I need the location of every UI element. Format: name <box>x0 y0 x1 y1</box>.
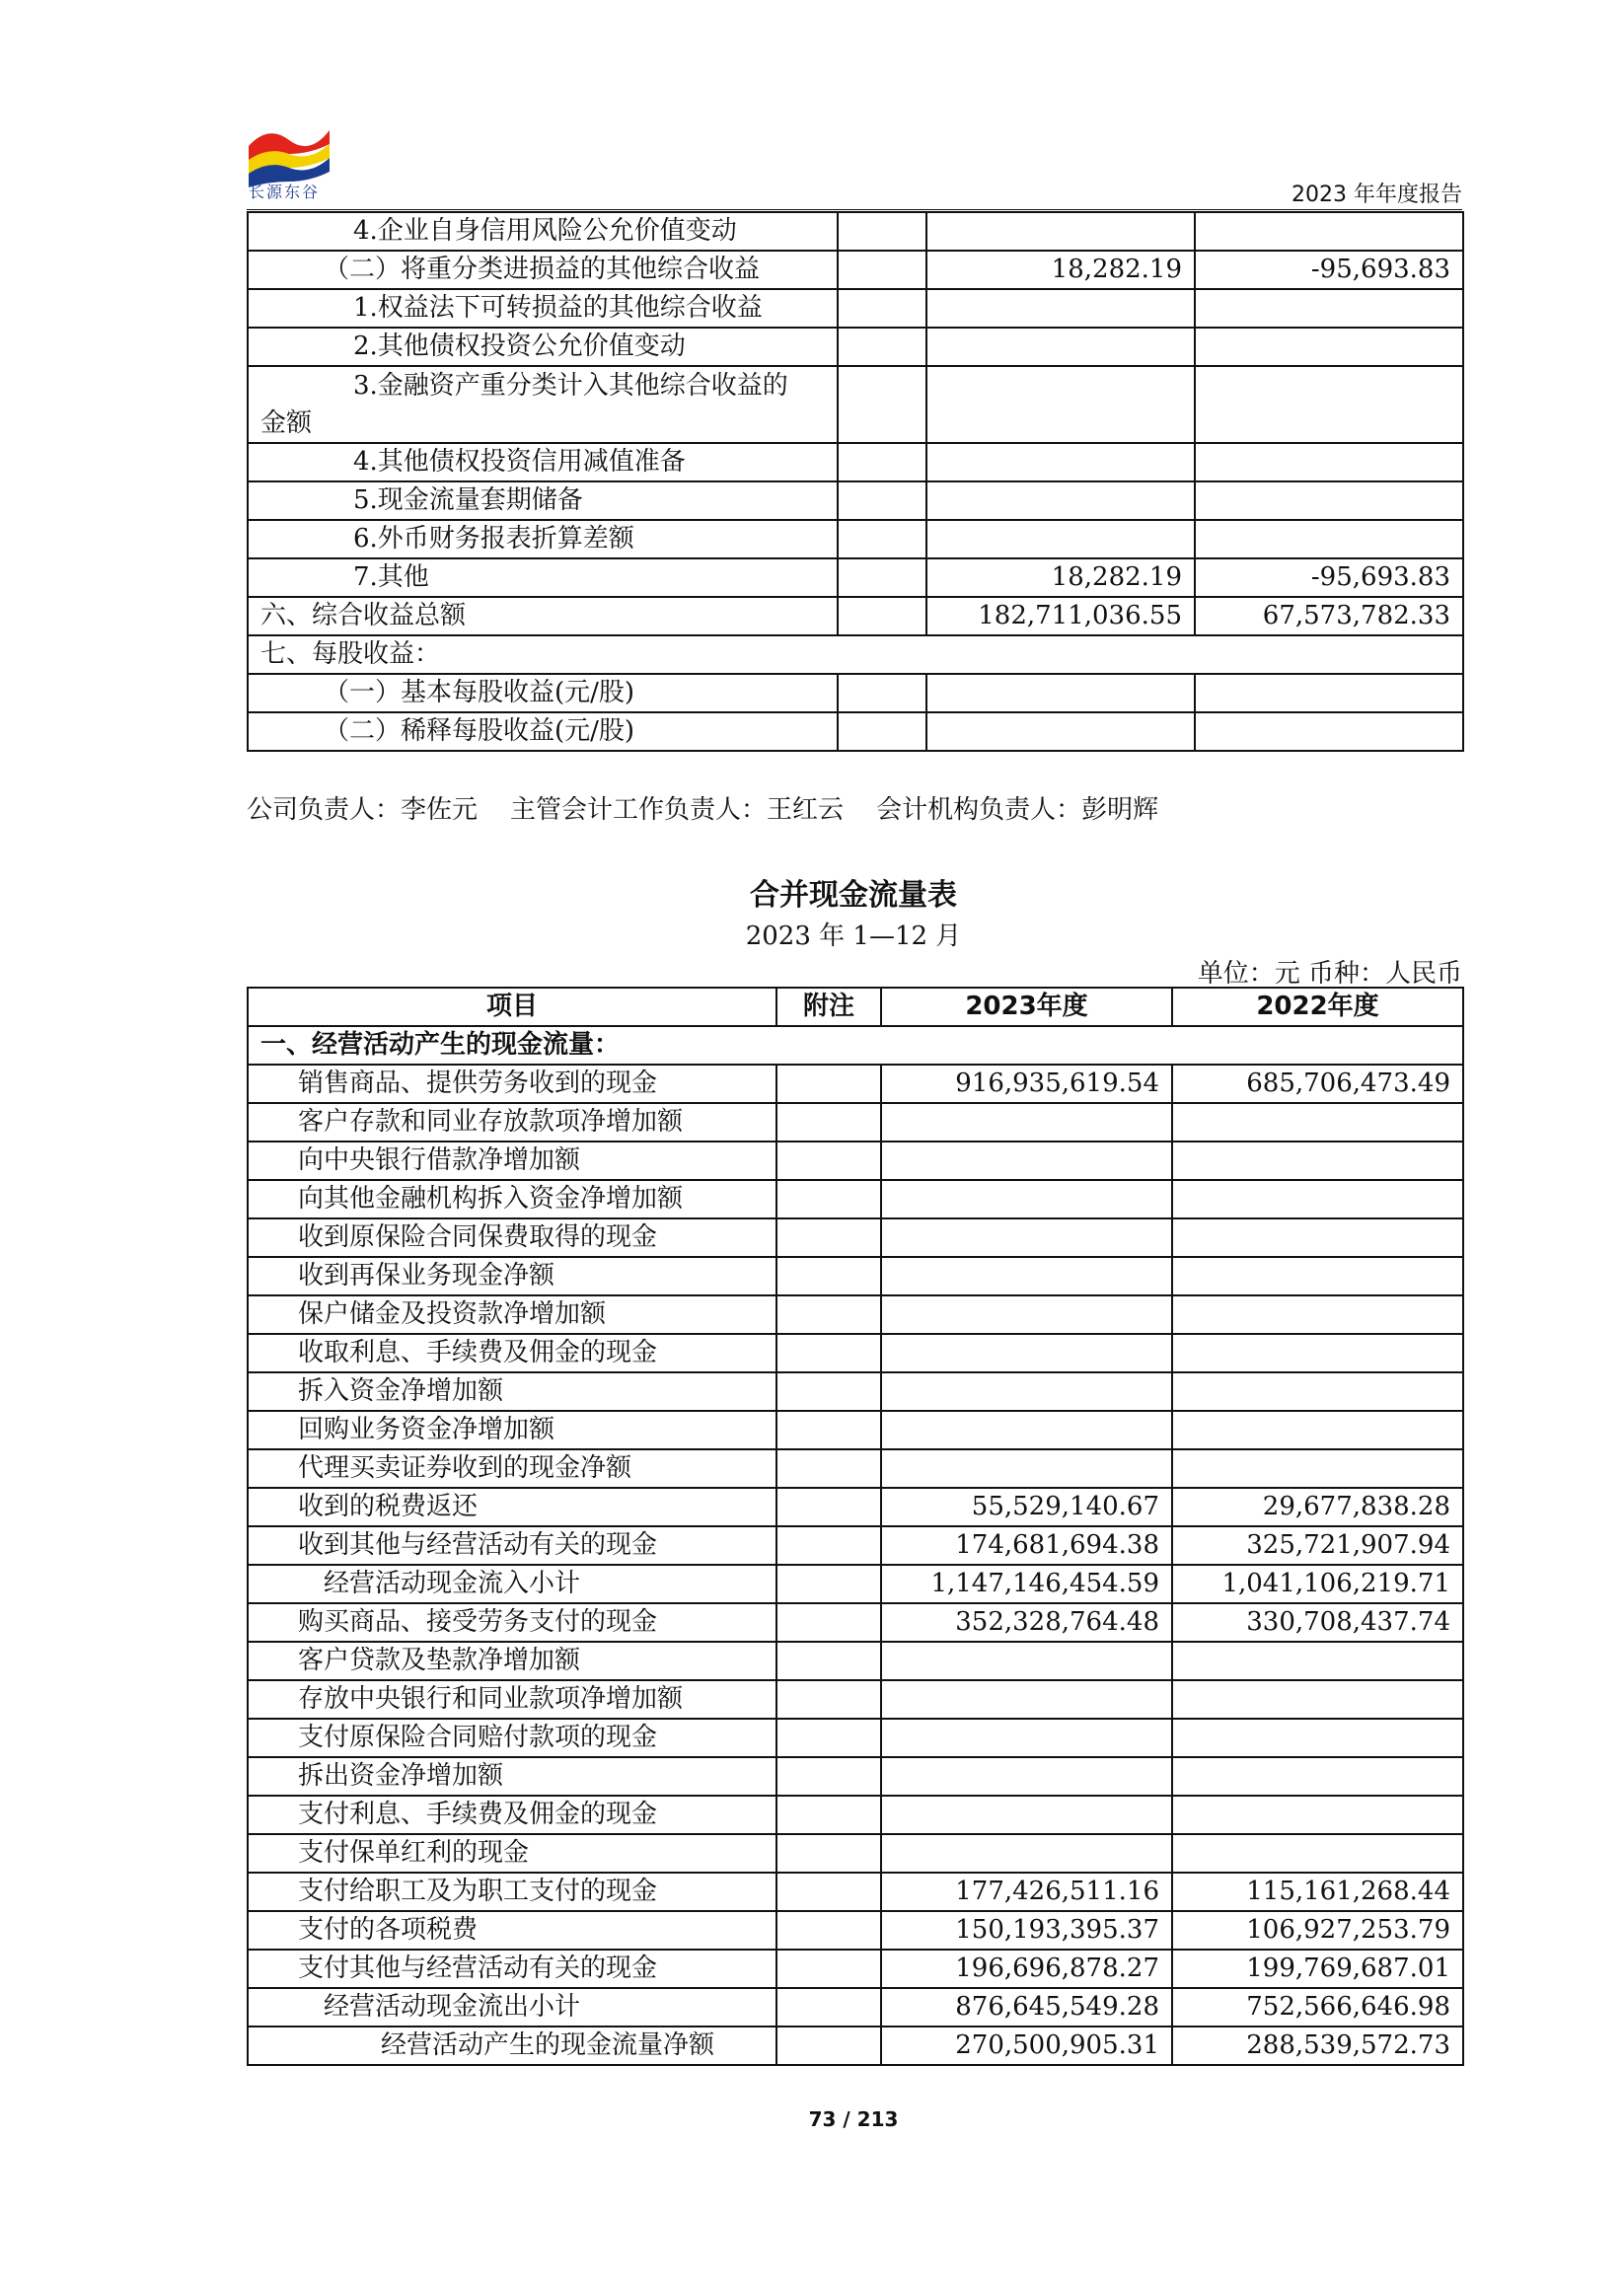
row-note <box>838 443 926 481</box>
row-label: 向中央银行借款净增加额 <box>248 1142 776 1180</box>
table-row <box>248 712 1463 751</box>
row-label: 回购业务资金净增加额 <box>248 1411 776 1449</box>
row-note <box>776 1295 881 1334</box>
row-note <box>776 1642 881 1680</box>
row-note <box>776 1680 881 1719</box>
row-2022 <box>1172 1372 1463 1411</box>
row-label: 购买商品、接受劳务支付的现金 <box>248 1603 776 1642</box>
row-2023 <box>881 1719 1172 1757</box>
table-header-row <box>248 988 1463 1026</box>
row-note <box>838 366 926 443</box>
table-row <box>248 251 1463 289</box>
row-note <box>838 674 926 712</box>
row-note <box>838 251 926 289</box>
row-2023: 196,696,878.27 <box>881 1950 1172 1988</box>
row-2023 <box>881 1218 1172 1257</box>
table-row <box>248 1642 1463 1680</box>
row-2022 <box>1195 212 1463 251</box>
header-2023: 2023年度 <box>881 988 1172 1026</box>
row-note <box>776 1103 881 1142</box>
table-row <box>248 1911 1463 1950</box>
row-2023: 18,282.19 <box>926 251 1195 289</box>
header-2022: 2022年度 <box>1172 988 1463 1026</box>
row-label-continuation: 金额 <box>260 408 313 438</box>
row-note <box>776 1873 881 1911</box>
table-row <box>248 1218 1463 1257</box>
row-2023 <box>881 1796 1172 1834</box>
table-row <box>248 1065 1463 1103</box>
row-label: 存放中央银行和同业款项净增加额 <box>248 1680 776 1719</box>
table-row <box>248 1180 1463 1218</box>
table-row <box>248 1950 1463 1988</box>
row-2023 <box>881 1680 1172 1719</box>
row-label: 收取利息、手续费及佣金的现金 <box>248 1334 776 1372</box>
row-note <box>838 597 926 635</box>
row-2022: 67,573,782.33 <box>1195 597 1463 635</box>
row-label: 七、每股收益： <box>248 635 1463 674</box>
row-2023 <box>926 212 1195 251</box>
row-note <box>838 289 926 328</box>
row-note <box>776 1180 881 1218</box>
cashflow-body <box>248 1026 1463 2065</box>
row-label: 拆出资金净增加额 <box>248 1757 776 1796</box>
row-note <box>776 1142 881 1180</box>
row-label: 支付原保险合同赔付款项的现金 <box>248 1719 776 1757</box>
cashflow-period: 2023 年 1—12 月 <box>745 921 962 951</box>
row-label: 客户贷款及垫款净增加额 <box>248 1642 776 1680</box>
row-note <box>776 1449 881 1488</box>
row-2023 <box>881 1334 1172 1372</box>
table-row <box>248 1719 1463 1757</box>
row-note <box>776 1834 881 1873</box>
row-2022 <box>1172 1142 1463 1180</box>
cashflow-title: 合并现金流量表 <box>750 878 957 913</box>
table-row <box>248 1834 1463 1873</box>
table-row <box>248 289 1463 328</box>
table-row <box>248 1488 1463 1526</box>
table-row <box>248 1334 1463 1372</box>
row-note <box>838 520 926 558</box>
row-label: 代理买卖证券收到的现金净额 <box>248 1449 776 1488</box>
row-2022 <box>1195 520 1463 558</box>
row-2023 <box>926 443 1195 481</box>
row-2022: 199,769,687.01 <box>1172 1950 1463 1988</box>
table-row <box>248 1526 1463 1565</box>
row-label: 2.其他债权投资公允价值变动 <box>248 328 838 366</box>
row-note <box>776 1950 881 1988</box>
table-row <box>248 1142 1463 1180</box>
row-note <box>838 328 926 366</box>
row-label: 客户存款和同业存放款项净增加额 <box>248 1103 776 1142</box>
row-2023: 916,935,619.54 <box>881 1065 1172 1103</box>
row-label: 7.其他 <box>248 558 838 597</box>
table-row <box>248 1873 1463 1911</box>
table-row <box>248 1565 1463 1603</box>
row-2022: 1,041,106,219.71 <box>1172 1565 1463 1603</box>
table-row <box>248 2027 1463 2065</box>
row-2023 <box>926 328 1195 366</box>
row-note <box>838 558 926 597</box>
row-2022: 115,161,268.44 <box>1172 1873 1463 1911</box>
row-2023 <box>881 1295 1172 1334</box>
row-label: 收到的税费返还 <box>248 1488 776 1526</box>
signature-line: 公司负责人：李佐元 主管会计工作负责人：王红云 会计机构负责人：彭明辉 <box>247 795 1159 825</box>
row-note <box>776 1411 881 1449</box>
cashflow-table <box>247 987 1464 2066</box>
row-2023: 1,147,146,454.59 <box>881 1565 1172 1603</box>
report-title: 2023 年年度报告 <box>1292 183 1462 207</box>
row-2023: 18,282.19 <box>926 558 1195 597</box>
row-2022: 330,708,437.74 <box>1172 1603 1463 1642</box>
row-2022 <box>1195 328 1463 366</box>
row-2023 <box>926 481 1195 520</box>
row-2022 <box>1195 712 1463 751</box>
row-note <box>776 2027 881 2065</box>
row-label: 支付给职工及为职工支付的现金 <box>248 1873 776 1911</box>
table-row <box>248 558 1463 597</box>
row-note <box>776 1719 881 1757</box>
row-2023 <box>881 1142 1172 1180</box>
table-row <box>248 1757 1463 1796</box>
row-2022: 325,721,907.94 <box>1172 1526 1463 1565</box>
row-note <box>776 1603 881 1642</box>
row-label: 拆入资金净增加额 <box>248 1372 776 1411</box>
row-note <box>776 1334 881 1372</box>
row-note <box>776 1488 881 1526</box>
table-row <box>248 443 1463 481</box>
row-label: 6.外币财务报表折算差额 <box>248 520 838 558</box>
logo-text: 长源东谷 <box>249 183 321 201</box>
row-2022 <box>1172 1796 1463 1834</box>
row-2022: 685,706,473.49 <box>1172 1065 1463 1103</box>
row-label: 收到原保险合同保费取得的现金 <box>248 1218 776 1257</box>
row-label: 经营活动现金流出小计 <box>248 1988 776 2027</box>
row-2022 <box>1172 1719 1463 1757</box>
row-2022 <box>1172 1757 1463 1796</box>
row-2023: 182,711,036.55 <box>926 597 1195 635</box>
row-2022 <box>1172 1295 1463 1334</box>
row-2023 <box>926 520 1195 558</box>
row-2022 <box>1172 1449 1463 1488</box>
row-2022: 752,566,646.98 <box>1172 1988 1463 2027</box>
section-heading: 一、经营活动产生的现金流量： <box>248 1026 1463 1065</box>
row-2022 <box>1195 481 1463 520</box>
row-2023 <box>881 1642 1172 1680</box>
row-label: 3.金融资产重分类计入其他综合收益的 <box>353 371 788 401</box>
row-label: 4.企业自身信用风险公允价值变动 <box>248 212 838 251</box>
row-2023 <box>881 1834 1172 1873</box>
row-2022 <box>1172 1257 1463 1295</box>
row-note <box>776 1796 881 1834</box>
row-2023 <box>881 1180 1172 1218</box>
row-2023 <box>926 674 1195 712</box>
section-row <box>248 1026 1463 1065</box>
row-note <box>776 1565 881 1603</box>
row-label-wrapped <box>248 366 838 443</box>
row-note <box>838 212 926 251</box>
row-note <box>776 1218 881 1257</box>
row-2023 <box>926 289 1195 328</box>
row-2023 <box>881 1372 1172 1411</box>
row-label: 收到再保业务现金净额 <box>248 1257 776 1295</box>
table-row <box>248 1796 1463 1834</box>
row-label: 4.其他债权投资信用减值准备 <box>248 443 838 481</box>
row-2022 <box>1172 1334 1463 1372</box>
row-2023: 352,328,764.48 <box>881 1603 1172 1642</box>
row-2023: 55,529,140.67 <box>881 1488 1172 1526</box>
table-row <box>248 1988 1463 2027</box>
row-2022 <box>1195 289 1463 328</box>
row-2023: 177,426,511.16 <box>881 1873 1172 1911</box>
income-statement-continuation-table <box>247 211 1464 752</box>
row-2022 <box>1172 1411 1463 1449</box>
row-2023: 150,193,395.37 <box>881 1911 1172 1950</box>
header-note: 附注 <box>776 988 881 1026</box>
table-row <box>248 1449 1463 1488</box>
row-2022 <box>1172 1642 1463 1680</box>
row-label: 支付利息、手续费及佣金的现金 <box>248 1796 776 1834</box>
row-note <box>776 1526 881 1565</box>
row-label: 5.现金流量套期储备 <box>248 481 838 520</box>
row-2023 <box>881 1449 1172 1488</box>
row-2023 <box>881 1411 1172 1449</box>
row-note <box>776 1757 881 1796</box>
row-note <box>776 1988 881 2027</box>
row-2022 <box>1195 366 1463 443</box>
table-row <box>248 520 1463 558</box>
table-row <box>248 328 1463 366</box>
row-label: 经营活动产生的现金流量净额 <box>248 2027 776 2065</box>
row-2022 <box>1172 1680 1463 1719</box>
row-2022 <box>1172 1218 1463 1257</box>
row-2022: 288,539,572.73 <box>1172 2027 1463 2065</box>
row-label: 支付保单红利的现金 <box>248 1834 776 1873</box>
row-2022: 29,677,838.28 <box>1172 1488 1463 1526</box>
row-2022 <box>1195 674 1463 712</box>
row-note <box>776 1372 881 1411</box>
row-label: 六、综合收益总额 <box>248 597 838 635</box>
row-2023 <box>926 366 1195 443</box>
row-label: 经营活动现金流入小计 <box>248 1565 776 1603</box>
row-2023: 174,681,694.38 <box>881 1526 1172 1565</box>
row-label: 1.权益法下可转损益的其他综合收益 <box>248 289 838 328</box>
row-2022 <box>1172 1103 1463 1142</box>
table-row <box>248 1680 1463 1719</box>
row-2022 <box>1172 1834 1463 1873</box>
table-row <box>248 1603 1463 1642</box>
page-number: 73 / 213 <box>808 2107 899 2131</box>
table-row <box>248 212 1463 251</box>
row-note <box>776 1065 881 1103</box>
row-2022: -95,693.83 <box>1195 558 1463 597</box>
row-2022 <box>1195 443 1463 481</box>
row-2023: 270,500,905.31 <box>881 2027 1172 2065</box>
row-label: （一）基本每股收益(元/股) <box>248 674 838 712</box>
row-2022: -95,693.83 <box>1195 251 1463 289</box>
header-item: 项目 <box>248 988 776 1026</box>
table-row <box>248 1103 1463 1142</box>
row-2023 <box>881 1757 1172 1796</box>
row-2023 <box>881 1103 1172 1142</box>
table-row <box>248 597 1463 635</box>
table-row <box>248 1295 1463 1334</box>
table-row <box>248 674 1463 712</box>
row-2023 <box>881 1257 1172 1295</box>
row-2022: 106,927,253.79 <box>1172 1911 1463 1950</box>
table-row <box>248 481 1463 520</box>
row-note <box>838 481 926 520</box>
row-label: 保户储金及投资款净增加额 <box>248 1295 776 1334</box>
table-row <box>248 635 1463 674</box>
row-2022 <box>1172 1180 1463 1218</box>
row-label: （二）稀释每股收益(元/股) <box>248 712 838 751</box>
row-label: 销售商品、提供劳务收到的现金 <box>248 1065 776 1103</box>
row-2023: 876,645,549.28 <box>881 1988 1172 2027</box>
table-row <box>248 1372 1463 1411</box>
table-row <box>248 1411 1463 1449</box>
table-row <box>248 366 1463 443</box>
row-note <box>776 1911 881 1950</box>
table-row <box>248 1257 1463 1295</box>
row-note <box>838 712 926 751</box>
header-rule <box>247 209 1462 210</box>
row-label: 收到其他与经营活动有关的现金 <box>248 1526 776 1565</box>
row-label: 向其他金融机构拆入资金净增加额 <box>248 1180 776 1218</box>
row-label: 支付其他与经营活动有关的现金 <box>248 1950 776 1988</box>
cashflow-unit: 单位：元 币种：人民币 <box>1197 959 1462 989</box>
row-label: （二）将重分类进损益的其他综合收益 <box>248 251 838 289</box>
row-label: 支付的各项税费 <box>248 1911 776 1950</box>
row-note <box>776 1257 881 1295</box>
row-2023 <box>926 712 1195 751</box>
